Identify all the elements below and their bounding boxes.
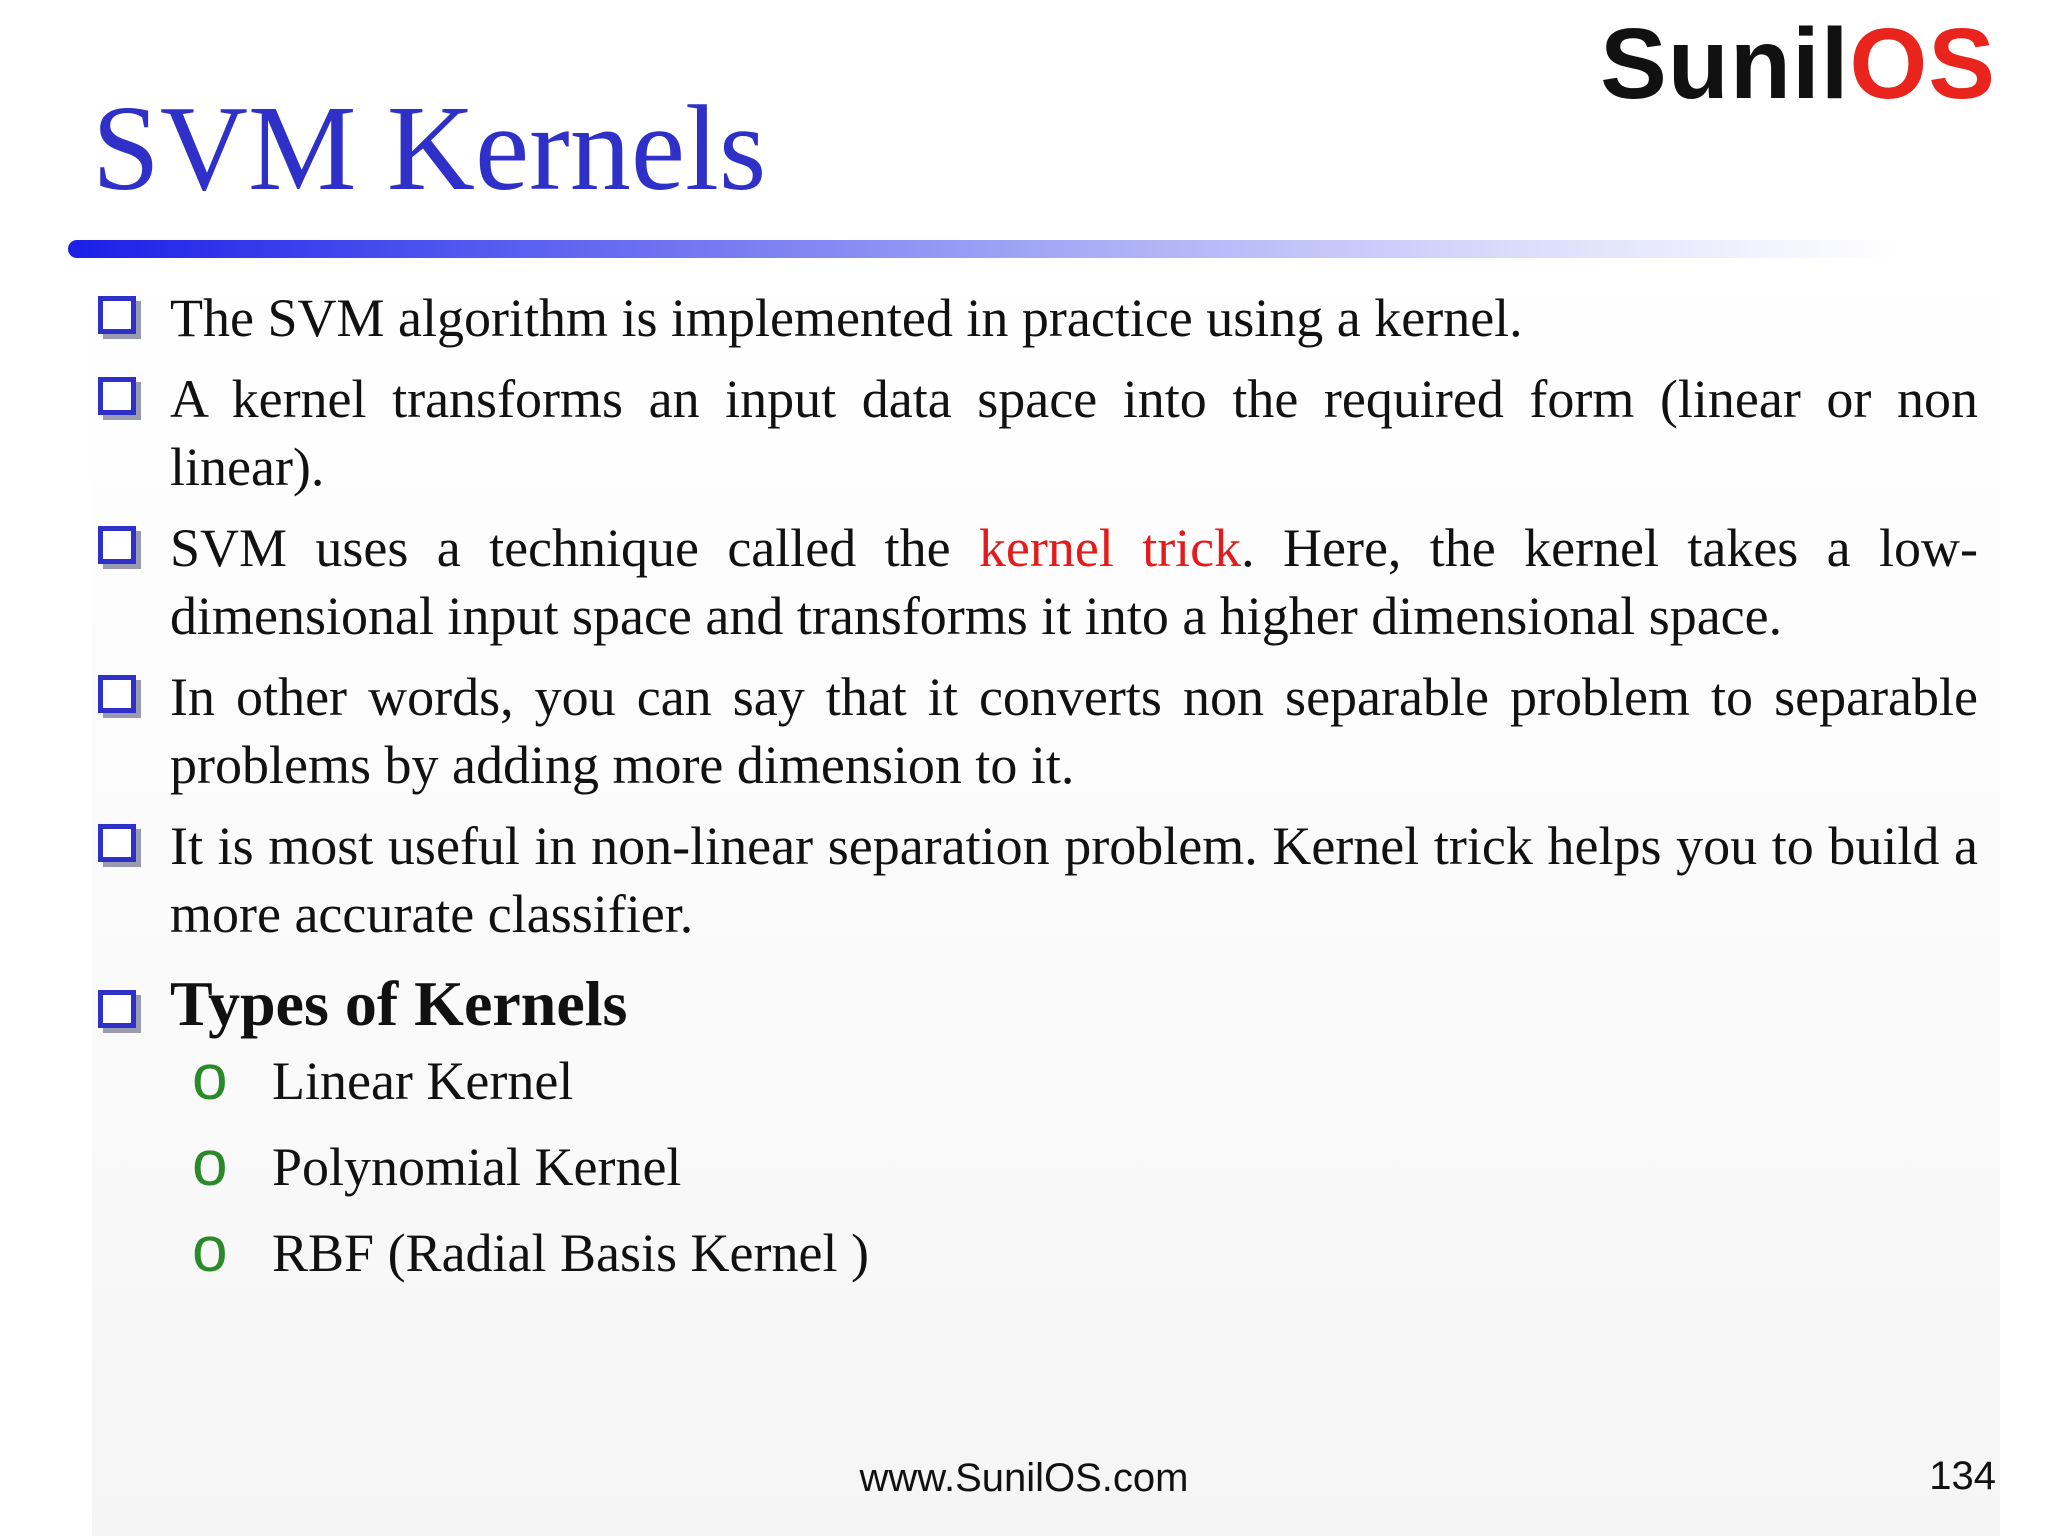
list-item-text: Polynomial Kernel	[272, 1137, 682, 1197]
logo-text-os: OS	[1849, 8, 1996, 120]
bullet-item	[92, 663, 1978, 799]
checkbox-bullet-icon	[98, 824, 136, 862]
bullet-item	[92, 514, 1978, 650]
bullet-text: It is most useful in non-linear separation problem. Kernel trick helps you to build a more accurate classifier.	[170, 816, 1978, 944]
bullet-text-before: SVM uses a technique called the	[170, 518, 979, 578]
bullet-text: The SVM algorithm is implemented in practice using a kernel.	[170, 288, 1523, 348]
circle-bullet-icon: o	[192, 1127, 228, 1199]
list-item-polynomial-kernel	[92, 1124, 1978, 1210]
kernel-types-list	[92, 1038, 1978, 1296]
list-item-linear-kernel	[92, 1038, 1978, 1124]
types-heading	[92, 970, 1978, 1038]
checkbox-bullet-icon	[98, 296, 136, 334]
slide-title: SVM Kernels	[92, 81, 767, 216]
sunilos-logo	[1600, 8, 1996, 120]
footer-url: www.SunilOS.com	[859, 1456, 1189, 1500]
logo-text-sunil: Sunil	[1600, 8, 1850, 120]
bullet-text: In other words, you can say that it converts non separable problem to separable problems by adding more dimension to it.	[170, 667, 1978, 795]
slide-content	[92, 284, 1978, 1296]
circle-bullet-icon: o	[192, 1041, 228, 1113]
circle-bullet-icon: o	[192, 1213, 228, 1285]
bullet-item	[92, 284, 1978, 352]
list-item-text: Linear Kernel	[272, 1051, 574, 1111]
checkbox-bullet-icon	[98, 675, 136, 713]
list-item-rbf-kernel	[92, 1210, 1978, 1296]
page-number: 134	[1929, 1454, 1996, 1498]
checkbox-bullet-icon	[98, 526, 136, 564]
checkbox-bullet-icon	[98, 990, 136, 1028]
bullet-text-after: . Here, the kernel takes a low-dimensional input space and transforms it into a higher dimensional space.	[170, 518, 1978, 646]
bullet-item	[92, 365, 1978, 501]
bullet-text: A kernel transforms an input data space into the required form (linear or non linear).	[170, 369, 1978, 497]
list-item-text: RBF (Radial Basis Kernel )	[272, 1223, 869, 1283]
checkbox-bullet-icon	[98, 377, 136, 415]
title-underline	[68, 240, 1898, 258]
bullet-item	[92, 812, 1978, 948]
kernel-trick-highlight: kernel trick	[978, 518, 1242, 578]
types-heading-text: Types of Kernels	[170, 968, 628, 1039]
